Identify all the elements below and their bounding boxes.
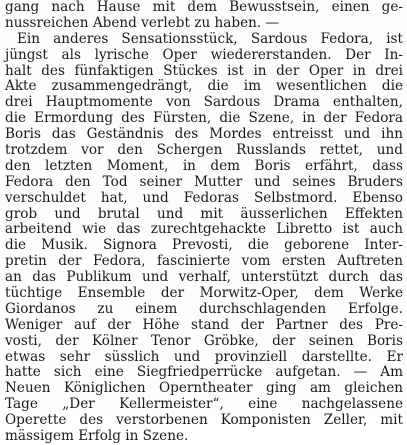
text-line: mässigem Erfolg in Szene. xyxy=(5,428,189,445)
text-line: Fedora den Tod seiner Mutter und seines Bruders xyxy=(5,173,403,190)
text-line: nussreichen Abend verlebt zu haben. — xyxy=(5,14,280,31)
text-line: halt des fünfaktigen Stückes ist in der Oper in drei xyxy=(5,62,403,79)
text-line: Tage „Der Kellermeister“, eine nachgelassene xyxy=(5,396,403,413)
text-line: die Musik. Signora Prevosti, die geborene Inter- xyxy=(5,237,403,254)
text-line: Neuen Königlichen Operntheater ging am gleichen xyxy=(5,380,403,397)
text-line: tüchtige Ensemble der Morwitz-Oper, dem Werke xyxy=(5,285,403,302)
article-text xyxy=(5,0,403,445)
text-line: Akte zusammengedrängt, die im wesentlichen die xyxy=(5,78,403,95)
text-line: an das Publikum und verhalf, unterstützt durch das xyxy=(5,269,403,286)
text-line: drei Hauptmomente von Sardous Drama enthalten, xyxy=(5,94,403,111)
text-line: hatte sich eine Siegfriedperrücke aufgetan. — Am xyxy=(5,364,403,381)
text-line: Ein anderes Sensationsstück, Sardous Fedora, ist xyxy=(17,30,403,47)
text-line: Operette des verstorbenen Komponisten Zeller, mit xyxy=(5,412,403,429)
text-line: gang nach Hause mit dem Bewusstsein, einen ge- xyxy=(5,0,403,15)
text-line: Boris das Geständnis des Mordes entreisst und ihn xyxy=(5,126,403,143)
text-line: Weniger auf der Höhe stand der Partner des Pre- xyxy=(5,316,403,333)
text-line: arbeitend wie das zurechtgehackte Libretto ist auch xyxy=(5,221,403,238)
text-line: trotzdem vor den Schergen Russlands rettet, und xyxy=(5,142,403,159)
text-line: etwas sehr süsslich und provinziell darstellte. Er xyxy=(5,348,403,365)
text-line: den letzten Moment, in dem Boris erfährt, dass xyxy=(5,157,403,174)
text-line: verschuldet hat, und Fedoras Selbstmord. Ebenso xyxy=(5,189,403,206)
text-line: Giordanos zu einem durchschlagenden Erfolge. xyxy=(5,300,403,317)
text-line: pretin der Fedora, fascinierte vom ersten Auftreten xyxy=(5,253,403,270)
text-line: grob und brutal und mit äusserlichen Effekten xyxy=(5,205,403,222)
text-line: vosti, der Kölner Tenor Gröbke, der seinen Boris xyxy=(5,332,403,349)
text-line: die Ermordung des Fürsten, die Szene, in der Fedora xyxy=(5,110,403,127)
text-line: jüngst als lyrische Oper wiedererstanden. Der In- xyxy=(5,46,403,63)
